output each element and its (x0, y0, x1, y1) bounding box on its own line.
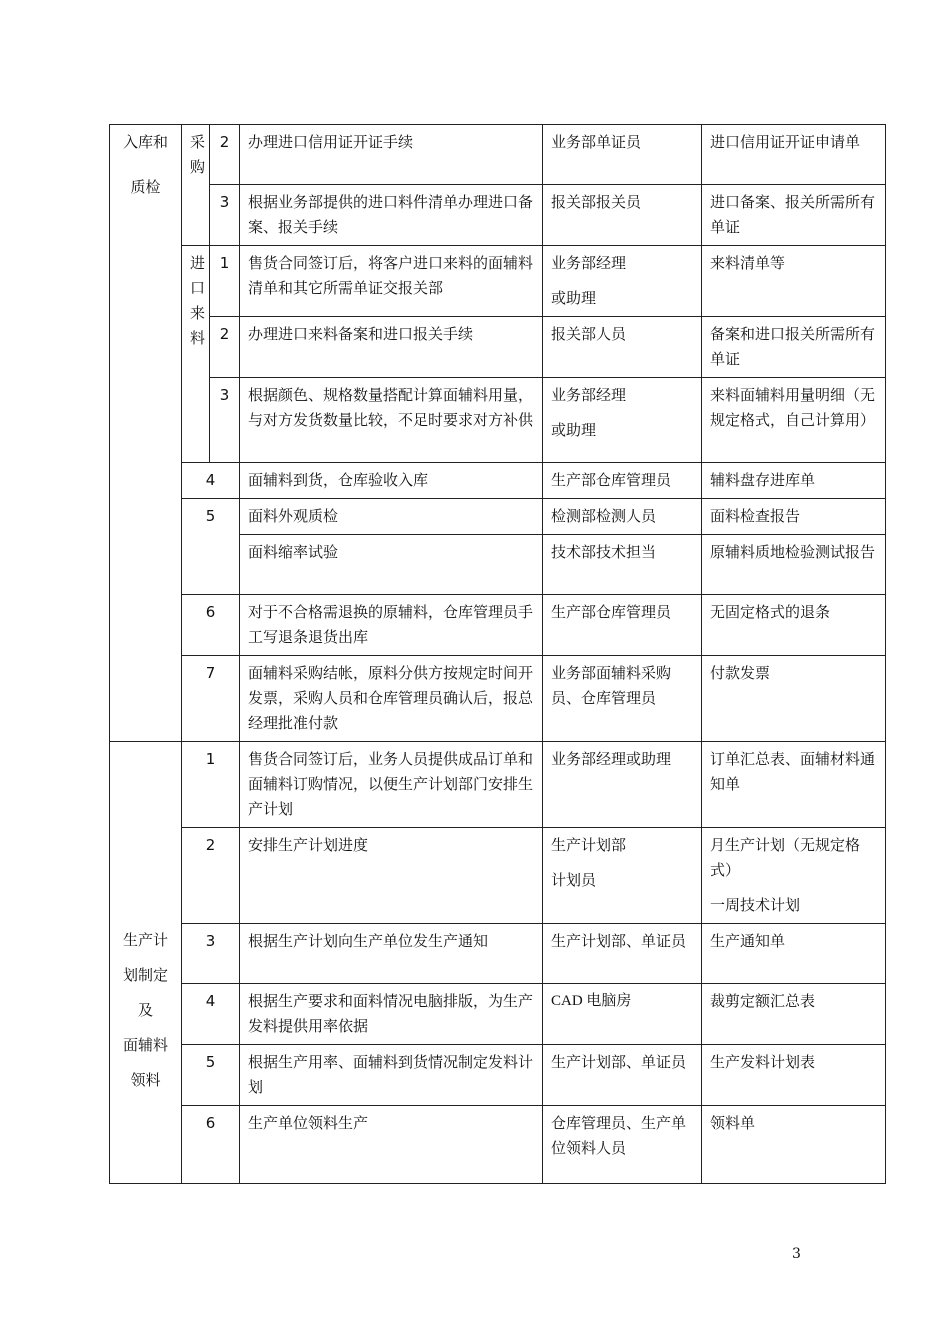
step-number: 6 (182, 1106, 240, 1184)
table-row (110, 1106, 886, 1184)
table-row (110, 499, 886, 535)
responsible-department: 生产部仓库管理员 (543, 463, 702, 499)
step-number: 1 (182, 742, 240, 828)
subsection-label-purchase: 采 购 (182, 125, 210, 246)
subsection-label-import-materials: 进 口 来 料 (182, 246, 210, 463)
step-number: 3 (182, 924, 240, 984)
related-document: 月生产计划（无规定格式） 一周技术计划 (702, 828, 886, 924)
step-description: 面料外观质检 (240, 499, 543, 535)
related-document: 来料面辅料用量明细（无规定格式，自己计算用） (702, 378, 886, 463)
step-number: 4 (182, 984, 240, 1045)
related-document: 订单汇总表、面辅材料通知单 (702, 742, 886, 828)
step-description: 面料缩率试验 (240, 535, 543, 595)
responsible-department: 报关部人员 (543, 317, 702, 378)
responsible-department: 业务部经理或助理 (543, 742, 702, 828)
responsible-department: 仓库管理员、生产单位领料人员 (543, 1106, 702, 1184)
related-document: 裁剪定额汇总表 (702, 984, 886, 1045)
step-description: 根据颜色、规格数量搭配计算面辅料用量，与对方发货数量比较，不足时要求对方补供 (240, 378, 543, 463)
responsible-department: 技术部技术担当 (543, 535, 702, 595)
responsible-department: 检测部检测人员 (543, 499, 702, 535)
step-number: 6 (182, 595, 240, 656)
step-number: 3 (210, 185, 240, 246)
table-row (110, 924, 886, 984)
step-description: 生产单位领料生产 (240, 1106, 543, 1184)
step-number: 1 (210, 246, 240, 317)
related-document: 领料单 (702, 1106, 886, 1184)
step-description: 办理进口信用证开证手续 (240, 125, 543, 185)
step-description: 办理进口来料备案和进口报关手续 (240, 317, 543, 378)
responsible-department: CAD 电脑房 (543, 984, 702, 1045)
responsible-department: 业务部单证员 (543, 125, 702, 185)
step-number: 3 (210, 378, 240, 463)
step-description: 面辅料采购结帐，原料分供方按规定时间开发票，采购人员和仓库管理员确认后，报总经理批准付款 (240, 656, 543, 742)
step-number: 5 (182, 1045, 240, 1106)
table-row (110, 125, 886, 185)
responsible-department: 报关部报关员 (543, 185, 702, 246)
table-row (110, 984, 886, 1045)
table-row (110, 656, 886, 742)
step-description: 根据生产用率、面辅料到货情况制定发料计划 (240, 1045, 543, 1106)
step-description: 售货合同签订后，将客户进口来料的面辅料清单和其它所需单证交报关部 (240, 246, 543, 317)
step-number: 2 (210, 317, 240, 378)
responsible-department: 生产计划部、单证员 (543, 924, 702, 984)
related-document: 付款发票 (702, 656, 886, 742)
step-description: 根据业务部提供的进口料件清单办理进口备案、报关手续 (240, 185, 543, 246)
responsible-department: 业务部经理 或助理 (543, 378, 702, 463)
related-document: 生产发料计划表 (702, 1045, 886, 1106)
responsible-department: 业务部经理 或助理 (543, 246, 702, 317)
responsible-department: 生产计划部 计划员 (543, 828, 702, 924)
responsible-department: 生产部仓库管理员 (543, 595, 702, 656)
step-number: 7 (182, 656, 240, 742)
responsible-department: 生产计划部、单证员 (543, 1045, 702, 1106)
related-document: 面料检查报告 (702, 499, 886, 535)
table-row (110, 1045, 886, 1106)
table-row (110, 317, 886, 378)
step-number: 2 (182, 828, 240, 924)
related-document: 进口备案、报关所需所有单证 (702, 185, 886, 246)
table-row (110, 828, 886, 924)
related-document: 来料清单等 (702, 246, 886, 317)
table-row (110, 246, 886, 317)
table-row (110, 378, 886, 463)
section-label-production-planning: 生产计 划制定 及 面辅料 领料 (110, 742, 182, 1184)
related-document: 生产通知单 (702, 924, 886, 984)
step-number: 2 (210, 125, 240, 185)
related-document: 进口信用证开证申请单 (702, 125, 886, 185)
related-document: 原辅料质地检验测试报告 (702, 535, 886, 595)
related-document: 备案和进口报关所需所有单证 (702, 317, 886, 378)
page-number: 3 (792, 1246, 801, 1262)
step-description: 面辅料到货，仓库验收入库 (240, 463, 543, 499)
section-label-warehousing: 入库和 质检 (110, 125, 182, 742)
related-document: 辅料盘存进库单 (702, 463, 886, 499)
step-description: 根据生产计划向生产单位发生产通知 (240, 924, 543, 984)
step-description: 安排生产计划进度 (240, 828, 543, 924)
table-row (110, 185, 886, 246)
step-description: 对于不合格需退换的原辅料，仓库管理员手工写退条退货出库 (240, 595, 543, 656)
step-number: 5 (182, 499, 240, 595)
step-description: 售货合同签订后，业务人员提供成品订单和面辅料订购情况，以便生产计划部门安排生产计划 (240, 742, 543, 828)
table-row (110, 595, 886, 656)
table-row (110, 742, 886, 828)
table-row (110, 463, 886, 499)
related-document: 无固定格式的退条 (702, 595, 886, 656)
responsible-department: 业务部面辅料采购员、仓库管理员 (543, 656, 702, 742)
step-description: 根据生产要求和面料情况电脑排版，为生产发料提供用率依据 (240, 984, 543, 1045)
process-table (109, 124, 886, 1184)
step-number: 4 (182, 463, 240, 499)
